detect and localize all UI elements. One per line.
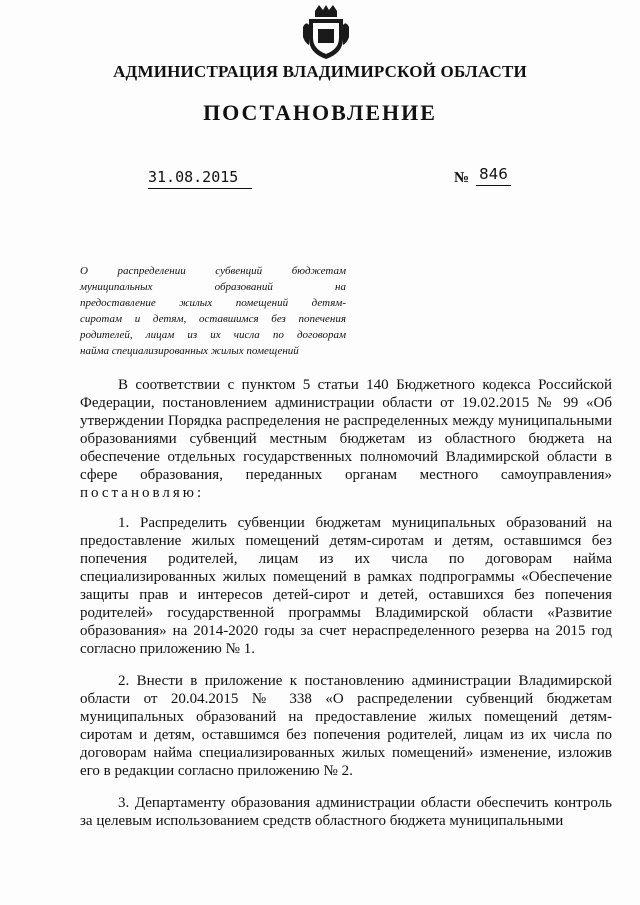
subject-line: предоставление жилых помещений детям-	[80, 297, 346, 309]
clause-1: 1. Распределить субвенции бюджетам муниципальных образований на предоставление жилых помещений детям-сиротам и детям, оставшимся без попечения родителей, лицам из их числа по договорам найма специализированных жилых помещений в рамках подпрограммы «Обеспечение защиты прав и интересов детей-сирот и детей, оставшихся без попечения родителей» государственной программы Владимирской области «Развитие образования» на 2014-2020 годы за счет нераспределенного резерва на 2015 год согласно приложению № 1.	[80, 515, 612, 657]
subject-line: муниципальных образований на	[80, 281, 346, 293]
resolution-word: постановляю:	[80, 485, 205, 501]
clause-3: 3. Департаменту образования администрации области обеспечить контроль за целевым использованием средств областного бюджета муниципальными	[80, 795, 612, 829]
clause-2: 2. Внести в приложение к постановлению администрации Владимирской области от 20.04.2015 № 338 «О распределении субвенций бюджетам муниципальных образований на предоставление жилых помещений детям-сиротам и детям, оставшимся без попечения родителей, лицам из их числа по договорам найма специализированных жилых помещений» изменение, изложив его в редакции согласно приложению № 2.	[80, 673, 612, 779]
subject-line: родителей, лицам из их числа по договорам	[80, 329, 346, 341]
coat-of-arms-icon	[301, 5, 351, 61]
document-date: 31.08.2015	[148, 168, 252, 189]
subject-line: сиротам и детям, оставшимся без попечения	[80, 313, 346, 325]
preamble-paragraph	[80, 376, 612, 502]
document-number: 846	[476, 165, 511, 186]
subject-line: найма специализированных жилых помещений	[80, 345, 299, 357]
subject-block	[80, 263, 346, 359]
number-sign: №	[454, 170, 470, 186]
preamble-text: В соответствии с пунктом 5 статьи 140 Бюджетного кодекса Российской Федерации, постановлением администрации области от 19.02.2015 № 99 «Об утверждении Порядка распределения не распределенных между муниципальными образованиями субвенций местным бюджетам из областного бюджета на обеспечение отдельных государственных полномочий Владимирской области в сфере образования, переданных органам местного самоуправления»	[80, 377, 612, 483]
agency-name: АДМИНИСТРАЦИЯ ВЛАДИМИРСКОЙ ОБЛАСТИ	[113, 62, 527, 81]
document-type-title: ПОСТАНОВЛЕНИЕ	[203, 100, 437, 125]
document-body	[80, 376, 612, 844]
subject-line: О распределении субвенций бюджетам	[80, 265, 346, 277]
